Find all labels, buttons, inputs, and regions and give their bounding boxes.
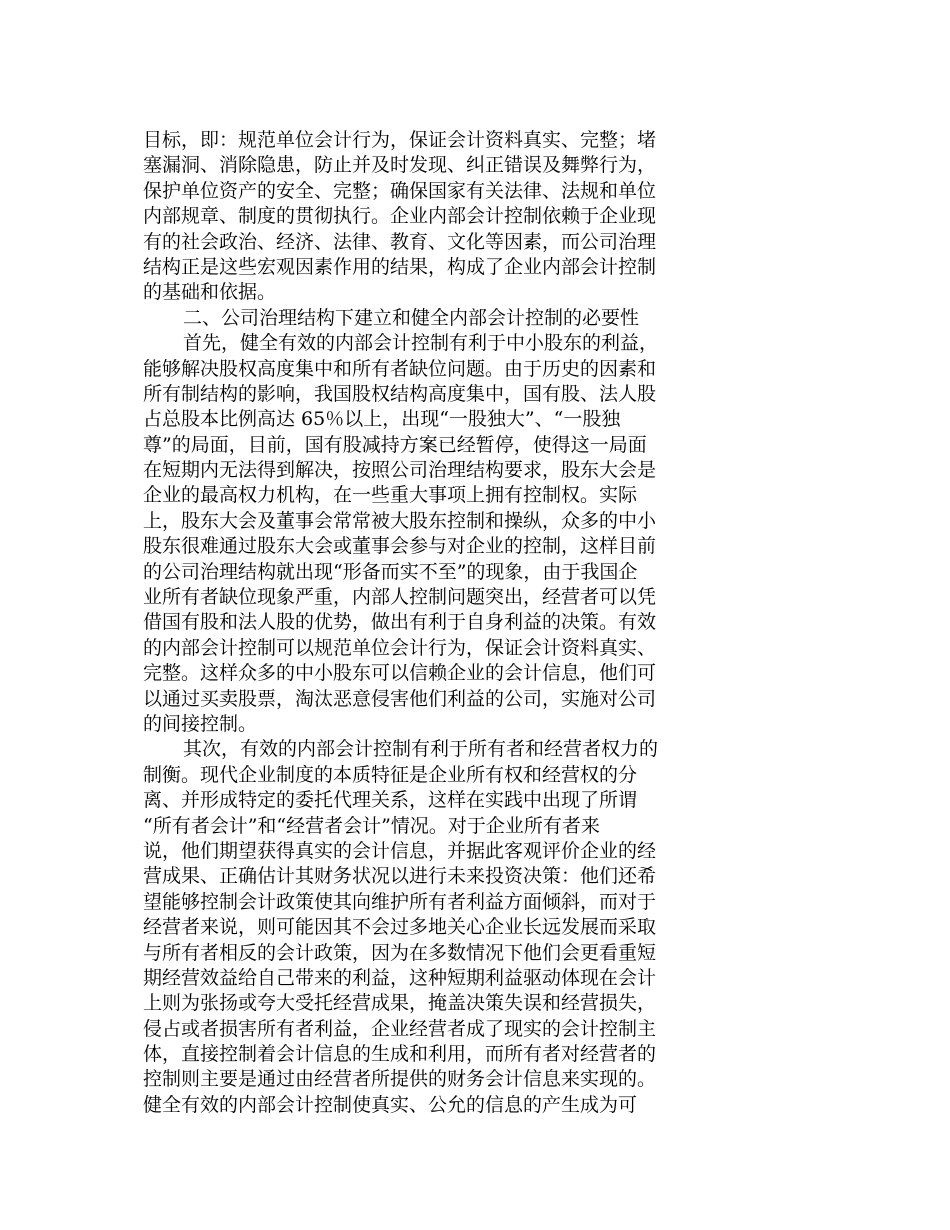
text-line: 上，股东大会及董事会常常被大股东控制和操纵，众多的中小 bbox=[143, 509, 657, 532]
text-line: 侵占或者损害所有者利益，企业经营者成了现实的会计控制主 bbox=[143, 1017, 657, 1040]
text-line: 塞漏洞、消除隐患，防止并及时发现、纠正错误及舞弊行为， bbox=[143, 154, 657, 177]
text-line: 完整。这样众多的中小股东可以信赖企业的会计信息，他们可 bbox=[143, 662, 657, 685]
text-line: 占总股本比例高达 65％以上，出现“一股独大”、“一股独 bbox=[143, 408, 621, 431]
text-line: 上则为张扬或夸大受托经营成果，掩盖决策失误和经营损失， bbox=[143, 992, 657, 1015]
paragraph-start-line: 其次，有效的内部会计控制有利于所有者和经营者权力的 bbox=[183, 738, 659, 761]
text-line: 营成果、正确估计其财务状况以进行未来投资决策：他们还希 bbox=[143, 865, 657, 888]
text-line: 在短期内无法得到解决，按照公司治理结构要求，股东大会是 bbox=[143, 459, 657, 482]
text-line: 内部规章、制度的贯彻执行。企业内部会计控制依赖于企业现 bbox=[143, 205, 657, 228]
text-line: 经营者来说，则可能因其不会过多地关心企业长远发展而采取 bbox=[143, 916, 657, 939]
text-line: 离、并形成特定的委托代理关系，这样在实践中出现了所谓 bbox=[143, 789, 638, 812]
text-line: 的内部会计控制可以规范单位会计行为，保证会计资料真实、 bbox=[143, 636, 657, 659]
paragraph-start-line: 首先，健全有效的内部会计控制有利于中小股东的利益， bbox=[183, 332, 659, 355]
text-line: 期经营效益给自己带来的利益，这种短期利益驱动体现在会计 bbox=[143, 966, 657, 989]
text-line: 健全有效的内部会计控制使真实、公允的信息的产生成为可 bbox=[143, 1093, 638, 1116]
section-heading: 二、公司治理结构下建立和健全内部会计控制的必要性 bbox=[183, 306, 640, 329]
text-line: 股东很难通过股东大会或董事会参与对企业的控制，这样目前 bbox=[143, 535, 657, 558]
text-line: 目标，即：规范单位会计行为，保证会计资料真实、完整；堵 bbox=[143, 129, 657, 151]
text-line: 以通过买卖股票，淘汰恶意侵害他们利益的公司，实施对公司 bbox=[143, 687, 657, 710]
text-line: 控制则主要是通过由经营者所提供的财务会计信息来实现的。 bbox=[143, 1068, 657, 1091]
document-body bbox=[143, 128, 743, 1118]
text-line: 所有制结构的影响，我国股权结构高度集中，国有股、法人股 bbox=[143, 382, 657, 405]
text-line: 与所有者相反的会计政策，因为在多数情况下他们会更看重短 bbox=[143, 941, 657, 964]
text-line: 的间接控制。 bbox=[143, 712, 258, 735]
text-line: 有的社会政治、经济、法律、教育、文化等因素，而公司治理 bbox=[143, 230, 657, 253]
text-line: 尊”的局面，目前，国有股减持方案已经暂停，使得这一局面 bbox=[143, 433, 647, 456]
text-line: 说，他们期望获得真实的会计信息，并据此客观评价企业的经 bbox=[143, 839, 657, 862]
text-line: 望能够控制会计政策使其向维护所有者利益方面倾斜，而对于 bbox=[143, 890, 657, 913]
text-line: 的公司治理结构就出现“形备而实不至”的现象，由于我国企 bbox=[143, 560, 638, 583]
text-line: 能够解决股权高度集中和所有者缺位问题。由于历史的因素和 bbox=[143, 357, 657, 380]
text-line: 企业的最高权力机构，在一些重大事项上拥有控制权。实际 bbox=[143, 484, 638, 507]
text-line: 体，直接控制着会计信息的生成和利用，而所有者对经营者的 bbox=[143, 1043, 657, 1066]
text-line: 借国有股和法人股的优势，做出有利于自身利益的决策。有效 bbox=[143, 611, 657, 634]
text-line: 保护单位资产的安全、完整；确保国家有关法律、法规和单位 bbox=[143, 179, 657, 202]
text-line: 的基础和依据。 bbox=[143, 281, 277, 304]
text-line: 制衡。现代企业制度的本质特征是企业所有权和经营权的分 bbox=[143, 763, 638, 786]
text-line: “所有者会计”和“经营者会计”情况。对于企业所有者来 bbox=[143, 814, 600, 837]
text-line: 结构正是这些宏观因素作用的结果，构成了企业内部会计控制 bbox=[143, 255, 657, 278]
text-line: 业所有者缺位现象严重，内部人控制问题突出，经营者可以凭 bbox=[143, 586, 657, 609]
